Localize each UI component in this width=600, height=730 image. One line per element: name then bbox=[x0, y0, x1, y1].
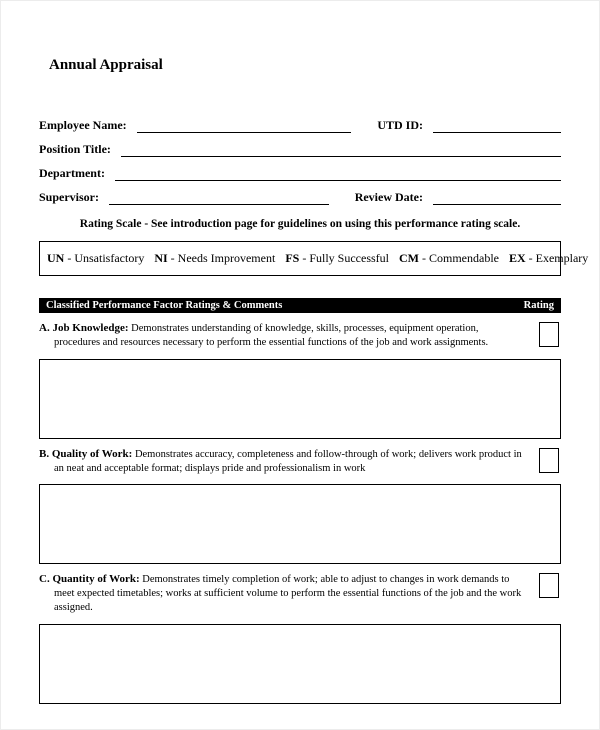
factor-a-description: A. Job Knowledge: Demonstrates understanding of knowledge, skills, processes, equipment operation, procedures and resources necessary to perform the essential functions of the job and work assignments. bbox=[39, 322, 489, 348]
table-header-rating: Rating bbox=[523, 300, 554, 311]
factor-c-heading: C. Quantity of Work: bbox=[39, 573, 140, 586]
field-row-supervisor bbox=[39, 190, 561, 205]
factor-a-rating-input[interactable] bbox=[539, 322, 559, 347]
position-title-label: Position Title: bbox=[39, 142, 111, 156]
factor-a-heading: A. Job Knowledge: bbox=[39, 322, 129, 334]
supervisor-input[interactable] bbox=[109, 190, 329, 205]
factor-section-c bbox=[39, 572, 561, 615]
department-input[interactable] bbox=[115, 166, 561, 181]
factor-b-rating-input[interactable] bbox=[539, 448, 559, 473]
factor-b-heading: B. Quality of Work: bbox=[39, 447, 133, 460]
factor-b-comments-box[interactable] bbox=[39, 484, 561, 564]
employee-name-label: Employee Name: bbox=[39, 118, 127, 132]
scale-option-ni: NI - Needs Improvement bbox=[154, 251, 276, 265]
review-date-label: Review Date: bbox=[354, 190, 423, 204]
employee-name-input[interactable] bbox=[137, 118, 352, 133]
factor-b-description: B. Quality of Work: Demonstrates accuracy, completeness and follow-through of work; delivers work product in an neat and acceptable format; displays pride and professionalism in work bbox=[39, 447, 522, 474]
rating-scale-legend bbox=[39, 241, 589, 276]
scale-option-un: UN - Unsatisfactory bbox=[47, 251, 145, 265]
factor-a-comments-box[interactable] bbox=[39, 359, 561, 439]
scale-option-cm: CM - Commendable bbox=[399, 251, 499, 265]
position-title-input[interactable] bbox=[121, 142, 561, 157]
utd-id-input[interactable] bbox=[433, 118, 561, 133]
ratings-table-header bbox=[39, 298, 561, 313]
factor-c-rating-input[interactable] bbox=[539, 573, 559, 598]
supervisor-label: Supervisor: bbox=[39, 190, 99, 204]
factor-section-a bbox=[39, 321, 561, 350]
review-date-input[interactable] bbox=[433, 190, 561, 205]
factor-c-description: C. Quantity of Work: Demonstrates timely completion of work; able to adjust to changes in work demands to meet expected timetables; works at sufficient volume to perform the essential functions of the job and the work assigned. bbox=[39, 573, 522, 614]
page-title: Annual Appraisal bbox=[49, 57, 163, 73]
factor-section-b bbox=[39, 447, 561, 476]
department-label: Department: bbox=[39, 166, 105, 180]
scale-option-fs: FS - Fully Successful bbox=[285, 251, 389, 265]
form-fields bbox=[39, 118, 561, 205]
factor-c-comments-box[interactable] bbox=[39, 624, 561, 704]
scale-option-ex: EX - Exemplary bbox=[508, 251, 589, 265]
rating-scale-instruction: Rating Scale - See introduction page for guidelines on using this performance rating scale. bbox=[79, 218, 521, 230]
field-row-position bbox=[39, 142, 561, 157]
utd-id-label: UTD ID: bbox=[377, 118, 423, 132]
field-row-department bbox=[39, 166, 561, 181]
table-header-title: Classified Performance Factor Ratings & Comments bbox=[46, 300, 283, 311]
field-row-employee bbox=[39, 118, 561, 133]
